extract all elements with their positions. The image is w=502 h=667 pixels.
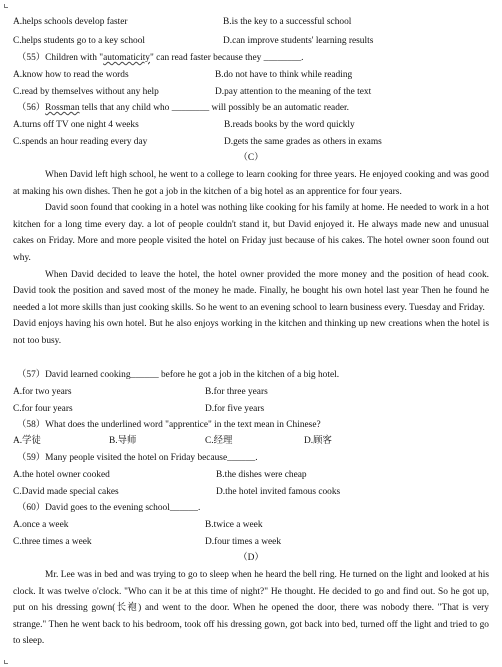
option-d: D.pay attention to the meaning of the text <box>215 87 372 97</box>
question-56 <box>0 100 502 117</box>
section-d-heading: （D） <box>238 553 264 563</box>
question-number: （56） <box>17 103 46 113</box>
option-row <box>0 517 502 534</box>
question-text: tells that any child who ________ will possibly be an automatic reader. <box>79 103 350 113</box>
option-a: A.know how to read the words <box>13 70 129 80</box>
option-c: C.three times a week <box>13 537 92 547</box>
option-a: A.the hotel owner cooked <box>13 470 110 480</box>
paragraph: When David left high school, he went to a college to learn cooking for three years. He enjoyed cooking and was good at making his own dishes. Then he got a job in the kitchen of a big hotel as an apprentice for four years. <box>13 170 489 197</box>
question-text: （58）What does the underlined word "apprentice" in the text mean in Chinese? <box>17 420 321 430</box>
option-c: C.David made special cakes <box>13 487 119 497</box>
paragraph: Mr. Lee was in bed and was trying to go to sleep when he heard the bell ring. He turned on the light and looked at his clock. It was twelve o'clock. "Who can it be at this time of night?" He thought. He decided to go and find out. So he got up, put on his dressing gown(长袍) and went to the door. When he opened the door, there was nobody there. "That is very strange." Then he went back to his bedroom, took off his dressing gown, got back into bed, turned off the light and tried to go to sleep. <box>13 570 489 647</box>
option-b: B.the dishes were cheap <box>216 470 307 480</box>
option-row <box>0 134 502 151</box>
option-d: D.can improve students' learning results <box>223 36 374 46</box>
question-60 <box>0 500 502 517</box>
option-b: B.for three years <box>205 387 268 397</box>
section-c-heading: （C） <box>238 153 264 163</box>
option-c: C.经理 <box>205 436 233 446</box>
option-c: C.spends an hour reading every day <box>13 137 148 147</box>
option-b: B.导师 <box>109 436 137 446</box>
wavy-underlined-word: automaticity <box>103 53 150 63</box>
option-a: A.学徒 <box>13 436 41 446</box>
question-55 <box>0 50 502 67</box>
answer-blank: ______ <box>227 453 256 463</box>
wavy-underlined-word: Rossman <box>45 103 80 113</box>
margin-mark <box>4 4 8 8</box>
option-row <box>0 384 502 401</box>
section-c-passage <box>13 167 489 350</box>
question-text: （59）Many people visited the hotel on Friday because <box>17 453 228 463</box>
option-b: B.do not have to think while reading <box>215 70 353 80</box>
option-d: D.gets the same grades as others in exams <box>224 137 382 147</box>
option-row <box>0 14 502 31</box>
paragraph: When David decided to leave the hotel, the hotel owner provided the more money and the position of head cook. David took the position and saved most of the money he made. Finally, he bought his own hotel last year Then he found he needed a lot more skills than just cooking skills. So he went to an evening school to learn business every. Tuesday and Friday. <box>13 269 489 313</box>
paragraph: David soon found that cooking in a hotel was nothing like cooking for his family at home. He needed to work in a hot kitchen for a long time every day. a lot of people couldn't stand it, but David enjoyed it. He always made new and unusual cakes on Friday. More and more people visited the hotel on Friday just because of his cakes. The hotel owner soon found out why. <box>13 203 489 263</box>
margin-mark <box>4 660 8 664</box>
option-d: D.顾客 <box>304 436 332 446</box>
option-a: A.for two years <box>13 387 72 397</box>
question-text: （55）Children with " <box>17 53 104 63</box>
option-a: A.turns off TV one night 4 weeks <box>13 120 139 130</box>
option-row <box>0 467 502 484</box>
option-b: B.twice a week <box>205 520 263 530</box>
question-text: . <box>197 503 201 513</box>
option-row <box>0 33 502 50</box>
question-text: " can read faster because they ________. <box>150 53 304 63</box>
question-59 <box>0 450 502 467</box>
paragraph: David enjoys having his own hotel. But he also enjoys working in the kitchen and thinking up new creations when the hotel is not too busy. <box>13 319 489 346</box>
option-row <box>0 433 502 450</box>
option-row <box>0 117 502 134</box>
answer-blank: ______ <box>130 370 159 380</box>
option-row <box>0 534 502 551</box>
question-text: （57）David learned cooking <box>17 370 131 380</box>
option-d: D.for five years <box>205 404 265 414</box>
option-d: D.four times a week <box>205 537 282 547</box>
question-text: . <box>255 453 258 463</box>
answer-blank: ______ <box>169 503 198 513</box>
option-b: B.reads books by the word quickly <box>224 120 355 130</box>
section-d-passage <box>13 567 489 650</box>
option-row <box>0 67 502 84</box>
option-a: A.helps schools develop faster <box>13 17 128 27</box>
option-row <box>0 484 502 501</box>
option-c: C.helps students go to a key school <box>13 36 146 46</box>
option-row <box>0 84 502 101</box>
option-b: B.is the key to a successful school <box>223 17 352 27</box>
option-c: C.read by themselves without any help <box>13 87 159 97</box>
option-d: D.the hotel invited famous cooks <box>216 487 341 497</box>
question-text: before he got a job in the kitchen of a big hotel. <box>158 370 340 380</box>
option-a: A.once a week <box>13 520 69 530</box>
option-c: C.for four years <box>13 404 73 414</box>
question-58 <box>0 417 502 434</box>
question-57 <box>0 367 502 384</box>
question-text: （60）David goes to the evening school <box>17 503 170 513</box>
option-row <box>0 401 502 418</box>
